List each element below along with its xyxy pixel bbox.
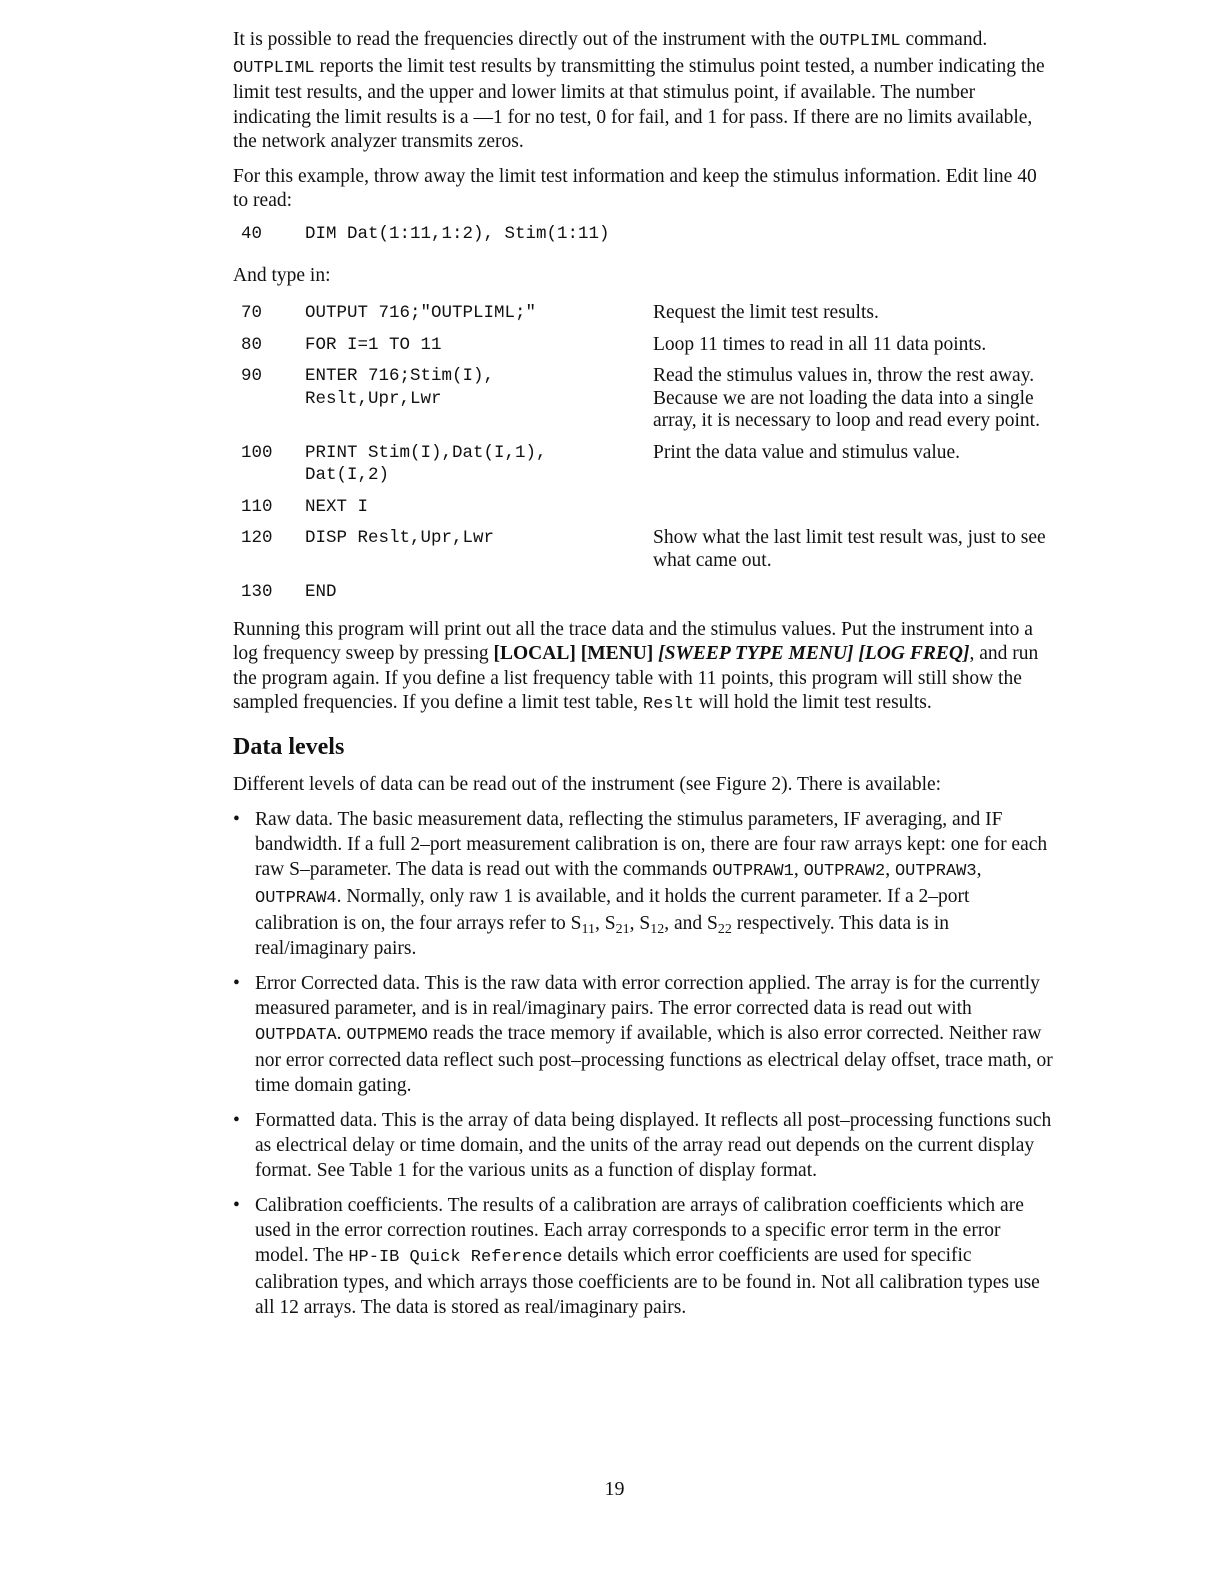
- code-statement: ENTER 716;Stim(I), Reslt,Upr,Lwr: [305, 366, 495, 409]
- code-statement: OUTPUT 716;"OUTPLIML;": [305, 303, 537, 323]
- line-number: 100: [241, 442, 273, 463]
- softkey-log-freq: [LOG FREQ]: [858, 643, 970, 664]
- code-comment: [653, 581, 1053, 604]
- line-number: 120: [241, 528, 273, 548]
- line-number: 90: [241, 366, 263, 386]
- line-number: 130: [241, 582, 273, 602]
- text-span: command.: [905, 29, 988, 50]
- code-listing: [233, 302, 1053, 604]
- command-outpliml: OUTPLIML: [818, 32, 901, 51]
- code-comment: Show what the last limit test result was, just to see what came out.: [653, 527, 1046, 571]
- list-item-calibration: [233, 1193, 1053, 1320]
- s11-label: $S_{11}$: [570, 913, 596, 937]
- type-in-label: And type in:: [233, 264, 331, 286]
- code-statement: NEXT I: [305, 496, 369, 517]
- bullet-icon: •: [233, 973, 240, 994]
- hardkey-menu: [MENU]: [580, 643, 654, 664]
- code-statement: DISP Reslt,Upr,Lwr: [305, 528, 495, 548]
- code-row: [233, 496, 1053, 519]
- code-row: [233, 334, 1053, 357]
- code-row: [233, 581, 1053, 604]
- code-row: [233, 527, 1053, 572]
- intro-paragraph-2: For this example, throw away the limit test information and keep the stimulus information. Edit line 40 to read:: [233, 165, 1037, 211]
- text-span: respectively. This data is in real/imaginary pairs.: [255, 913, 950, 959]
- list-item-raw-data: • Raw data. The basic measurement data, reflecting the stimulus parameters, IF averaging, and IF bandwidth. If a full 2–port measurement calibration is on, there are four raw arrays kept: one for each raw S–parameter. The data is read out with the commands OUTPRAW1, OUTPRAW2, OUTPRAW3, OUTPRAW4. Normally, only raw 1 is available, and it holds the current parameter. If a 2–port calibration is on, the four arrays refer to $S_{11}$, $S_{21}$, $S_{12}$, and $S_{22}$ respectively. This data is in real/imaginary pairs.: [233, 809, 1048, 959]
- list-item-error-corrected: • Error Corrected data. This is the raw data with error correction applied. The array is for the currently measured parameter, and is in real/imaginary pairs. The error corrected data is read out with OUTPDATA. OUTPMEMO reads the trace memory if available, which is also error corrected. Neither raw nor error corrected data reflect such post–processing functions as electrical delay offset, trace math, or time domain gating.: [233, 973, 1053, 1096]
- text-span: and: [673, 913, 703, 934]
- command-outpliml: OUTPLIML: [233, 58, 315, 78]
- line-number: 40: [241, 223, 263, 244]
- variable-reslt: Reslt: [642, 695, 694, 714]
- list-item-formatted: [233, 1108, 1053, 1183]
- text-span: details which error coefficients are used for specific calibration types, and which arrays those coefficients are to be found in. Not all calibration types use all 12 arrays. The data is stored as real/imaginary pairs.: [255, 1245, 1040, 1318]
- text-span: Running this program will print out all the trace data and the stimulus values. Put the instrument into a log frequency sweep by pressing: [233, 618, 1033, 664]
- text-span: Calibration coefficients. The results of a calibration are arrays of calibration coefficients which are used in the error correction routines. Each array corresponds to a specific error term in the error model. The: [255, 1195, 1024, 1266]
- bullet-icon: •: [233, 1110, 240, 1131]
- code-comment: Print the data value and stimulus value.: [653, 441, 961, 463]
- code-row: [233, 302, 1053, 325]
- text-span: , and run the program again. If you define a list frequency table with 11 points, this program will still show the sampled frequencies. If you define a limit test table,: [233, 643, 1039, 713]
- line-number: 70: [241, 303, 263, 323]
- hardkey-local: [LOCAL]: [493, 643, 576, 664]
- code-statement: PRINT Stim(I),Dat(I,1), Dat(I,2): [305, 442, 547, 485]
- s22-label: $S_{22}$: [707, 913, 732, 937]
- command-outpraw2: OUTPRAW2: [803, 862, 886, 881]
- text-span: . Normally, only raw 1 is available, and it holds the current parameter. If a 2–port calibration is on, the four arrays refer to: [255, 886, 970, 934]
- code-comment: Loop 11 times to read in all 11 data points.: [653, 333, 987, 355]
- command-outpdata: OUTPDATA: [255, 1026, 337, 1045]
- text-span: Error Corrected data. This is the raw data with error correction applied. The array is for the currently measured parameter, and is in real/imaginary pairs. The error corrected data is read out with: [255, 973, 1040, 1019]
- code-row: [233, 365, 1053, 433]
- page-number: 19: [604, 1478, 625, 1500]
- running-paragraph: [233, 618, 1053, 718]
- code-row: [233, 442, 1053, 487]
- command-outpmemo: OUTPMEMO: [346, 1026, 428, 1045]
- text-span: will hold the limit test results.: [698, 692, 932, 713]
- bullet-icon: •: [233, 1195, 240, 1216]
- line-number: 80: [241, 334, 263, 355]
- code-statement: FOR I=1 TO 11: [305, 334, 442, 355]
- line-number: 110: [241, 496, 273, 517]
- code-comment: [653, 496, 1053, 519]
- code-line-40: [233, 224, 1053, 244]
- command-outpraw3: OUTPRAW3: [894, 862, 977, 881]
- s21-label: $S_{21}$: [604, 913, 630, 937]
- text-span: reports the limit test results by transmitting the stimulus point tested, a number indicating the limit test results, and the upper and lower limits at that stimulus point, if available. The number indicating the limit results is a —1 for no test, 0 for fail, and 1 for pass. If there are no limits available, the network analyzer transmits zeros.: [233, 55, 1045, 152]
- code-statement: END: [305, 582, 337, 602]
- bullet-icon: •: [233, 809, 240, 830]
- reference-title: HP-IB Quick Reference: [348, 1248, 563, 1267]
- section-intro: Different levels of data can be read out of the instrument (see Figure 2). There is available:: [233, 773, 942, 795]
- text-span: It is possible to read the frequencies directly out of the instrument with the: [233, 29, 815, 50]
- text-span: Raw data. The basic measurement data, reflecting the stimulus parameters, IF averaging, and IF bandwidth. If a full 2–port measurement calibration is on, there are four raw arrays kept: one for each raw S–parameter. The data is read out with the commands: [255, 809, 1048, 880]
- text-span: Formatted data. This is the array of data being displayed. It reflects all post–processing functions such as electrical delay or time domain, and the units of the array read out depends on the current display format. See Table 1 for the various units as a function of display format.: [255, 1110, 1052, 1181]
- command-outpraw1: OUTPRAW1: [712, 862, 794, 881]
- document-page: [233, 28, 1053, 1330]
- intro-paragraph-1: [233, 28, 1053, 155]
- code-comment: Request the limit test results.: [653, 302, 879, 323]
- softkey-sweep-type-menu: [SWEEP TYPE MENU]: [658, 643, 854, 664]
- command-outpraw4: OUTPRAW4: [255, 889, 337, 908]
- code-statement: DIM Dat(1:11,1:2), Stim(1:11): [305, 223, 610, 244]
- text-span: reads the trace memory if available, which is also error corrected. Neither raw nor error corrected data reflect such post–processing functions as electrical delay offset, trace math, or time domain gating.: [255, 1023, 1053, 1096]
- s12-label: $S_{12}$: [639, 913, 665, 937]
- data-levels-list: [233, 807, 1053, 1320]
- code-comment: Read the stimulus values in, throw the rest away. Because we are not loading the data into a single array, it is necessary to loop and read every point.: [653, 365, 1040, 431]
- section-heading: Data levels: [233, 733, 345, 760]
